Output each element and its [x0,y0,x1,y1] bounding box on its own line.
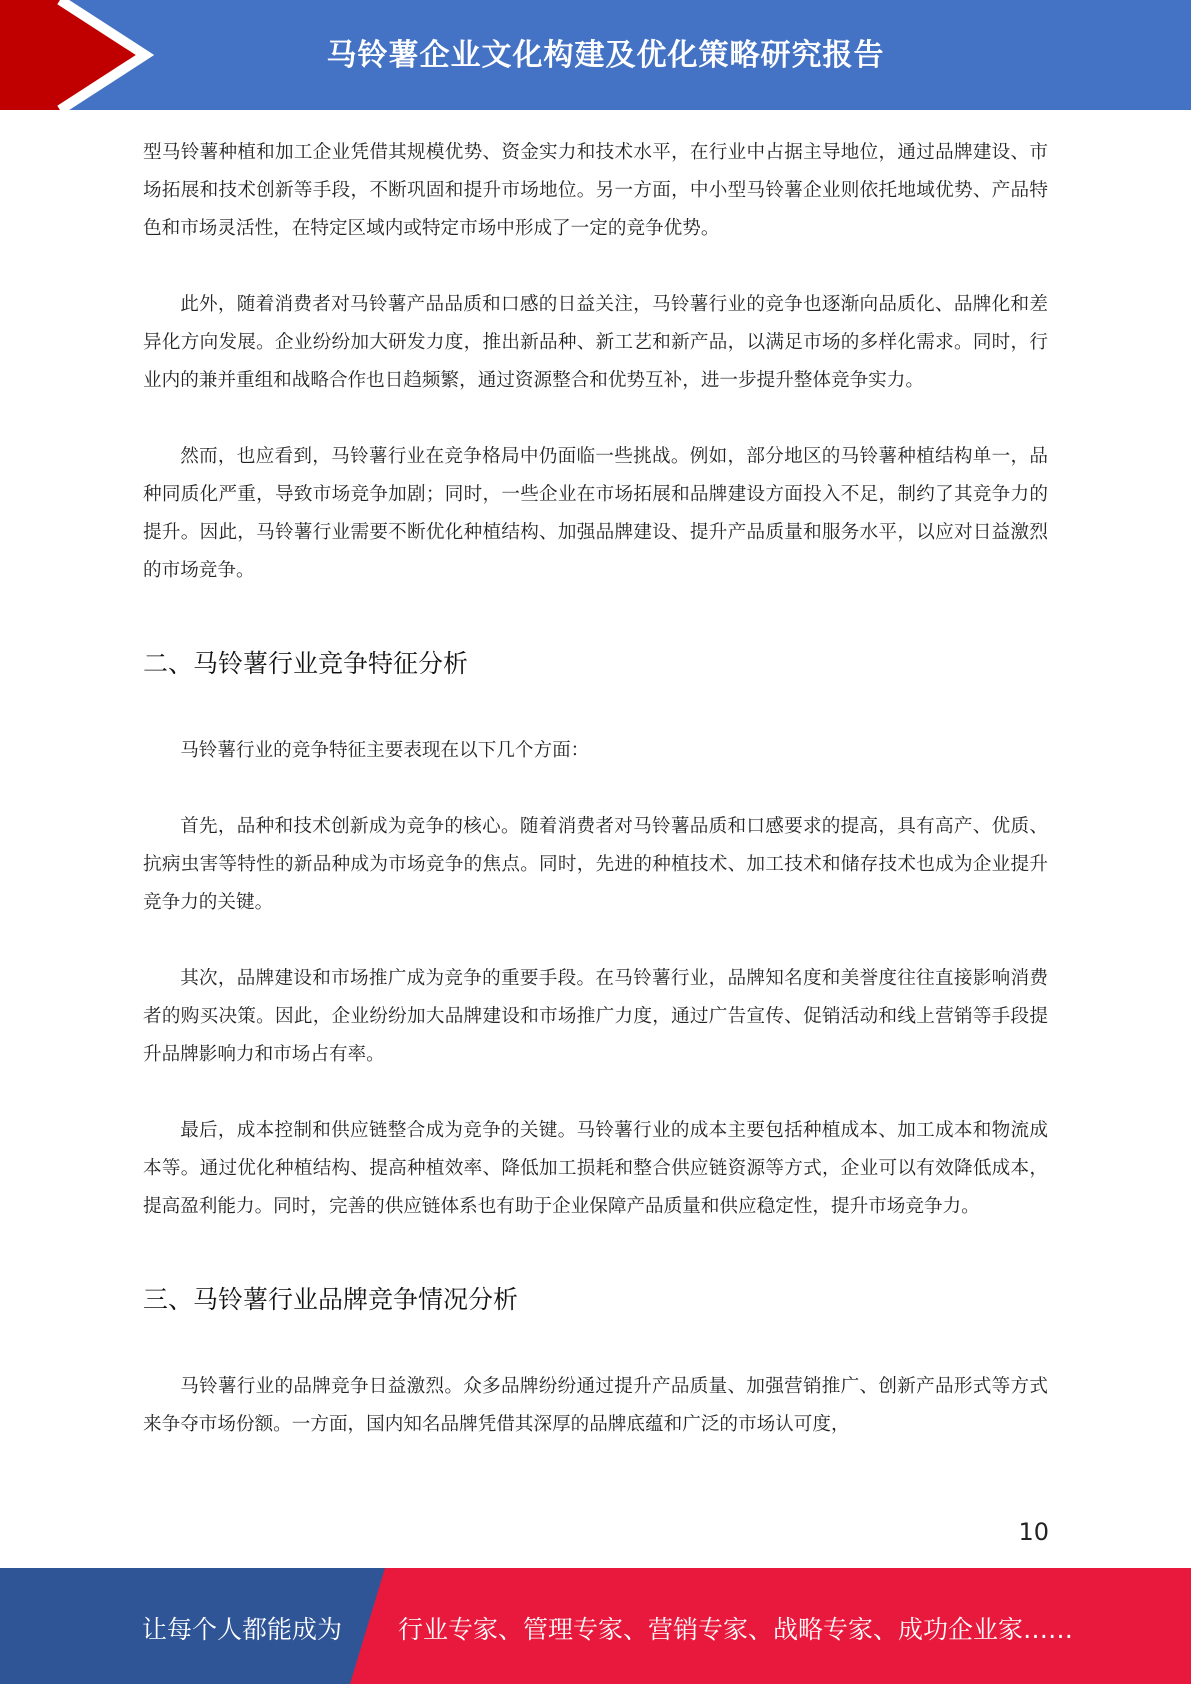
page-header [0,0,1191,110]
paragraph: 首先，品种和技术创新成为竞争的核心。随着消费者对马铃薯品质和口感要求的提高，具有高产、优质、抗病虫害等特性的新品种成为市场竞争的焦点。同时，先进的种植技术、加工技术和储存技术也成为企业提升竞争力的关键。 [143,816,1048,913]
paragraph: 然而，也应看到，马铃薯行业在竞争格局中仍面临一些挑战。例如，部分地区的马铃薯种植结构单一，品种同质化严重，导致市场竞争加剧；同时，一些企业在市场拓展和品牌建设方面投入不足，制约了其竞争力的提升。因此，马铃薯行业需要不断优化种植结构、加强品牌建设、提升产品质量和服务水平，以应对日益激烈的市场竞争。 [143,446,1048,581]
footer-slogan-right: 行业专家、管理专家、营销专家、战略专家、成功企业家…… [398,1615,1074,1644]
document-title: 马铃薯企业文化构建及优化策略研究报告 [326,38,885,73]
page-number: 10 [1018,1518,1049,1546]
paragraph: 最后，成本控制和供应链整合成为竞争的关键。马铃薯行业的成本主要包括种植成本、加工成本和物流成本等。通过优化种植结构、提高种植效率、降低加工损耗和整合供应链资源等方式，企业可以有效降低成本，提高盈利能力。同时，完善的供应链体系也有助于企业保障产品质量和供应稳定性，提升市场竞争力。 [143,1120,1048,1217]
paragraph: 此外，随着消费者对马铃薯产品品质和口感的日益关注，马铃薯行业的竞争也逐渐向品质化、品牌化和差异化方向发展。企业纷纷加大研发力度，推出新品种、新工艺和新产品，以满足市场的多样化需求。同时，行业内的兼并重组和战略合作也日趋频繁，通过资源整合和优势互补，进一步提升整体竞争实力。 [143,294,1048,391]
page-footer [0,1568,1191,1684]
page-body [143,134,1048,1444]
section-heading: 二、马铃薯行业竞争特征分析 [143,649,469,678]
footer-slogan-left: 让每个人都能成为 [142,1615,343,1644]
paragraph: 其次，品牌建设和市场推广成为竞争的重要手段。在马铃薯行业，品牌知名度和美誉度往往直接影响消费者的购买决策。因此，企业纷纷加大品牌建设和市场推广力度，通过广告宣传、促销活动和线上营销等手段提升品牌影响力和市场占有率。 [143,968,1048,1065]
paragraph: 马铃薯行业的竞争特征主要表现在以下几个方面： [180,740,590,761]
paragraph: 马铃薯行业的品牌竞争日益激烈。众多品牌纷纷通过提升产品质量、加强营销推广、创新产品形式等方式来争夺市场份额。一方面，国内知名品牌凭借其深厚的品牌底蕴和广泛的市场认可度， [143,1376,1048,1435]
section-heading: 三、马铃薯行业品牌竞争情况分析 [143,1285,519,1314]
paragraph: 型马铃薯种植和加工企业凭借其规模优势、资金实力和技术水平，在行业中占据主导地位，通过品牌建设、市场拓展和技术创新等手段，不断巩固和提升市场地位。另一方面，中小型马铃薯企业则依托地域优势、产品特色和市场灵活性，在特定区域内或特定市场中形成了一定的竞争优势。 [143,142,1048,239]
